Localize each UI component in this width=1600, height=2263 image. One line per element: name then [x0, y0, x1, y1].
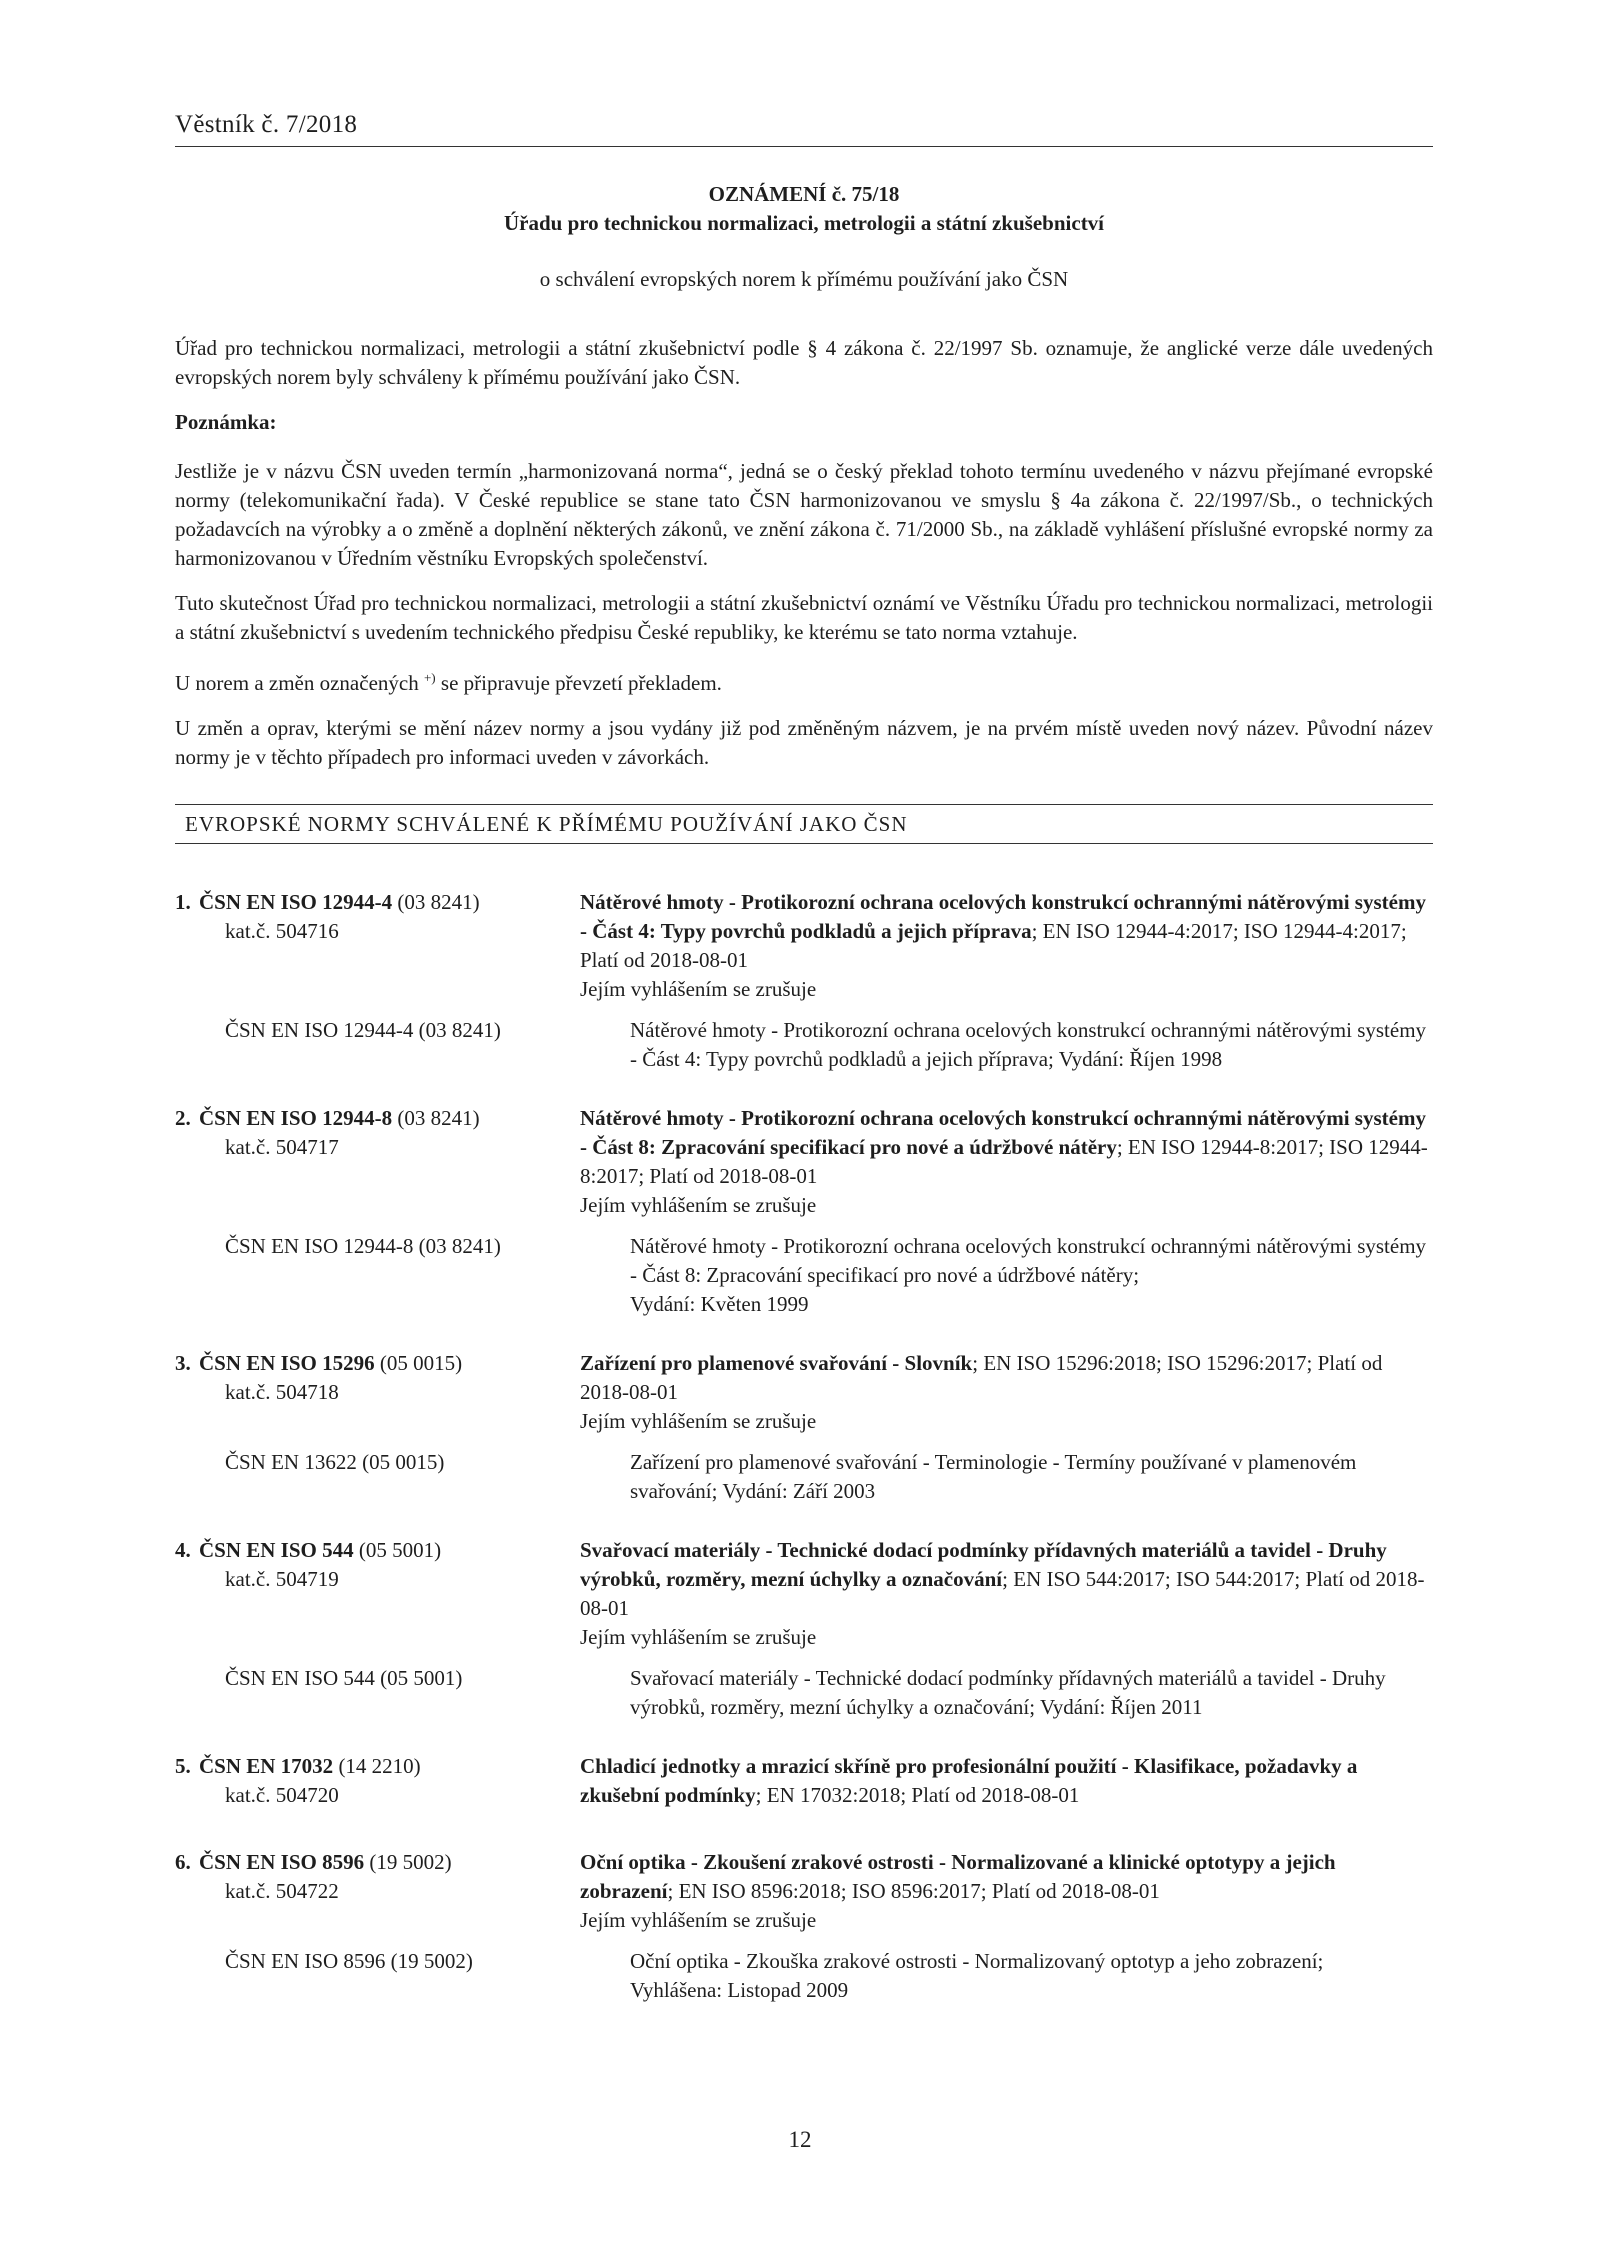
standards-list	[175, 888, 1433, 2035]
announcement-subject: o schválení evropských norem k přímému používání jako ČSN	[539, 267, 1069, 291]
standard-details: ; EN ISO 15296:2018; ISO 15296:2017; Platí od 2018-08-01	[580, 1351, 1383, 1404]
issuing-authority: Úřadu pro technickou normalizaci, metrologii a státní zkušebnictví	[503, 211, 1105, 235]
standard-designation: 1. ČSN EN ISO 12944-4 (03 8241) kat.č. 504716	[175, 888, 580, 1004]
standard-entry	[175, 1349, 1433, 1506]
classification-code: (05 0015)	[374, 1351, 463, 1375]
replaced-standard-issue: Vyhlášena: Listopad 2009	[630, 1978, 849, 2002]
replaced-standard-code: ČSN EN ISO 12944-8 (03 8241)	[225, 1234, 501, 1258]
standard-entry	[175, 1104, 1433, 1319]
cancellation-note: Jejím vyhlášením se zrušuje	[580, 1193, 817, 1217]
replaced-standard-title: Nátěrové hmoty - Protikorozní ochrana ocelových konstrukcí ochrannými nátěrovými systémy - Část 4: Typy povrchů podkladů a jejich příprava; Vydání: Říjen 1998	[630, 1018, 1427, 1071]
replaced-standard-title: Svařovací materiály - Technické dodací podmínky přídavných materiálů a tavidel - Druhy výrobků, rozměry, mezní úchylky a označování; Vydání: Říjen 2011	[630, 1666, 1386, 1719]
catalogue-number: kat.č. 504720	[225, 1783, 339, 1807]
catalogue-number: kat.č. 504717	[225, 1135, 339, 1159]
standard-details: ; EN ISO 12944-8:2017; ISO 12944-8:2017; Platí od 2018-08-01	[580, 1135, 1428, 1188]
standard-entry	[175, 1848, 1433, 2005]
standard-code: ČSN EN ISO 8596	[199, 1850, 365, 1874]
standard-designation: 5. ČSN EN 17032 (14 2210) kat.č. 504720	[175, 1752, 580, 1810]
classification-code: (03 8241)	[392, 1106, 480, 1130]
classification-code: (03 8241)	[392, 890, 480, 914]
classification-code: (19 5002)	[364, 1850, 452, 1874]
standard-details: ; EN ISO 544:2017; ISO 544:2017; Platí od 2018-08-01	[580, 1567, 1425, 1620]
catalogue-number: kat.č. 504719	[225, 1567, 339, 1591]
note-paragraph: Jestliže je v názvu ČSN uveden termín „harmonizovaná norma“, jedná se o český překlad tohoto termínu uvedeného v názvu přejímané evropské normy (telekomunikační řada). V České republice se stane tato ČSN harmonizovanou ve smyslu § 4a zákona č. 22/1997/Sb., o technických požadavcích na výrobky a o změně a doplnění některých zákonů, ve znění zákona č. 71/2000 Sb., na základě vyhlášení příslušné evropské normy za harmonizovanou v Úředním věstníku Evropských společenství.	[175, 459, 1433, 570]
standard-title: Oční optika - Zkoušení zrakové ostrosti - Normalizované a klinické optotypy a jejich zobrazení	[580, 1850, 1336, 1903]
page-number: 12	[788, 2127, 812, 2152]
replaced-standard-code: ČSN EN ISO 544 (05 5001)	[225, 1666, 463, 1690]
standard-title: Nátěrové hmoty - Protikorozní ochrana ocelových konstrukcí ochrannými nátěrovými systémy - Část 4: Typy povrchů podkladů a jejich příprava	[580, 890, 1426, 943]
journal-issue: Věstník č. 7/2018	[175, 111, 358, 138]
standard-code: ČSN EN ISO 15296	[199, 1351, 375, 1375]
cancellation-note: Jejím vyhlášením se zrušuje	[580, 1409, 817, 1433]
standard-title: Nátěrové hmoty - Protikorozní ochrana ocelových konstrukcí ochrannými nátěrovými systémy - Část 8: Zpracování specifikací pro nové a údržbové nátěry	[580, 1106, 1426, 1159]
catalogue-number: kat.č. 504716	[225, 919, 339, 943]
standard-title: Zařízení pro plamenové svařování - Slovník	[580, 1351, 973, 1375]
translation-paragraph: U norem a změn označených +) se připravuje převzetí překladem.	[175, 670, 722, 695]
page-header	[175, 110, 1433, 147]
standard-code: ČSN EN ISO 12944-8	[199, 1106, 393, 1130]
standard-designation: 2. ČSN EN ISO 12944-8 (03 8241) kat.č. 504717	[175, 1104, 580, 1220]
cancellation-note: Jejím vyhlášením se zrušuje	[580, 1625, 817, 1649]
standard-designation: 3. ČSN EN ISO 15296 (05 0015) kat.č. 504718	[175, 1349, 580, 1436]
standard-designation: 6. ČSN EN ISO 8596 (19 5002) kat.č. 504722	[175, 1848, 580, 1935]
rename-paragraph: U změn a oprav, kterými se mění název normy a jsou vydány již pod změněným názvem, je na prvém místě uveden nový název. Původní název normy je v těchto případech pro informaci uveden v závorkách.	[175, 716, 1433, 769]
cancellation-note: Jejím vyhlášením se zrušuje	[580, 977, 817, 1001]
standard-entry	[175, 1752, 1433, 1810]
note-label: Poznámka:	[175, 410, 277, 434]
replaced-standard-issue: Vydání: Květen 1999	[630, 1292, 809, 1316]
standard-details: ; EN ISO 8596:2018; ISO 8596:2017; Platí od 2018-08-01	[667, 1879, 1160, 1903]
replaced-standard-code: ČSN EN ISO 8596 (19 5002)	[225, 1949, 473, 1973]
replaced-standard-title: Zařízení pro plamenové svařování - Terminologie - Termíny používané v plamenovém svařování; Vydání: Září 2003	[630, 1450, 1357, 1503]
standard-designation: 4. ČSN EN ISO 544 (05 5001) kat.č. 504719	[175, 1536, 580, 1652]
replaced-standard-code: ČSN EN 13622 (05 0015)	[225, 1450, 445, 1474]
intro-section	[175, 334, 1433, 788]
standard-code: ČSN EN ISO 544	[199, 1538, 354, 1562]
replaced-standard-title: Nátěrové hmoty - Protikorozní ochrana ocelových konstrukcí ochrannými nátěrovými systémy - Část 8: Zpracování specifikací pro nové a údržbové nátěry;	[630, 1234, 1427, 1287]
section-heading: EVROPSKÉ NORMY SCHVÁLENÉ K PŘÍMÉMU POUŽÍVÁNÍ JAKO ČSN	[175, 804, 1433, 844]
standard-code: ČSN EN ISO 12944-4	[199, 890, 393, 914]
replaced-standard-title: Oční optika - Zkouška zrakové ostrosti - Normalizovaný optotyp a jeho zobrazení;	[630, 1949, 1324, 1973]
catalogue-number: kat.č. 504722	[225, 1879, 339, 1903]
standard-details: ; EN 17032:2018; Platí od 2018-08-01	[755, 1783, 1080, 1807]
catalogue-number: kat.č. 504718	[225, 1380, 339, 1404]
intro-paragraph: Úřad pro technickou normalizaci, metrologii a státní zkušebnictví podle § 4 zákona č. 22/1997 Sb. oznamuje, že anglické verze dále uvedených evropských norem byly schváleny k přímému používání jako ČSN.	[175, 336, 1433, 389]
cancellation-note: Jejím vyhlášením se zrušuje	[580, 1908, 817, 1932]
announcement-title: OZNÁMENÍ č. 75/18	[708, 182, 900, 206]
standard-details: ; EN ISO 12944-4:2017; ISO 12944-4:2017; Platí od 2018-08-01	[580, 919, 1407, 972]
publication-paragraph: Tuto skutečnost Úřad pro technickou normalizaci, metrologii a státní zkušebnictví oznámí ve Věstníku Úřadu pro technickou normalizaci, metrologii a státní zkušebnictví s uvedením technického předpisu České republiky, ke kterému se tato norma vztahuje.	[175, 591, 1433, 644]
standard-entry	[175, 888, 1433, 1074]
replaced-standard-code: ČSN EN ISO 12944-4 (03 8241)	[225, 1018, 501, 1042]
classification-code: (14 2210)	[333, 1754, 421, 1778]
classification-code: (05 5001)	[353, 1538, 442, 1562]
standard-code: ČSN EN 17032	[199, 1754, 334, 1778]
standard-title: Svařovací materiály - Technické dodací podmínky přídavných materiálů a tavidel - Druhy výrobků, rozměry, mezní úchylky a označování	[580, 1538, 1387, 1591]
standard-title: Chladicí jednotky a mrazicí skříně pro profesionální použití - Klasifikace, požadavky a zkušební podmínky	[580, 1754, 1358, 1807]
announcement-title-block	[175, 180, 1433, 294]
standard-entry	[175, 1536, 1433, 1722]
